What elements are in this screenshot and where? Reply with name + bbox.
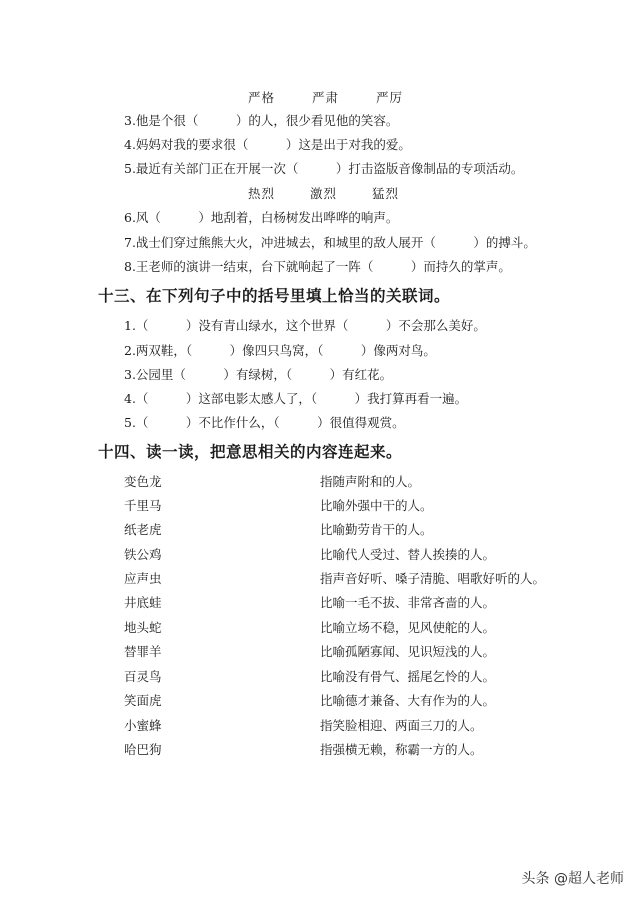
word-option: 严肃 <box>312 90 340 105</box>
match-right-item: 比喻外强中干的人。 <box>320 498 433 513</box>
match-left-item: 笑面虎 <box>124 693 162 708</box>
match-left-item: 地头蛇 <box>124 620 162 635</box>
sentence-8: 8.王老师的演讲一结束，台下就响起了一阵（ ）而持久的掌声。 <box>124 259 511 274</box>
match-left-item: 小蜜蜂 <box>124 718 162 733</box>
match-right-item: 比喻孤陋寡闻、见识短浅的人。 <box>320 644 496 659</box>
section-14-heading: 十四、读一读，把意思相关的内容连起来。 <box>98 443 403 461</box>
match-right-item: 比喻勤劳肯干的人。 <box>320 522 433 537</box>
match-left-item: 百灵鸟 <box>124 669 162 684</box>
match-right-item: 指强横无赖，称霸一方的人。 <box>320 742 483 757</box>
match-left-item: 千里马 <box>124 498 162 513</box>
match-right-item: 比喻立场不稳，见风使舵的人。 <box>320 620 496 635</box>
sentence-6: 6.风（ ）地刮着，白杨树发出哗哗的响声。 <box>124 210 399 225</box>
match-right-item: 指随声附和的人。 <box>320 474 421 489</box>
match-right-item: 比喻德才兼备、大有作为的人。 <box>320 693 496 708</box>
sentence-4: 4.妈妈对我的要求很（ ）这是出于对我的爱。 <box>124 137 411 152</box>
sentence-3: 3.他是个很（ ）的人，很少看见他的笑容。 <box>124 113 399 128</box>
match-left-item: 哈巴狗 <box>124 742 162 757</box>
match-right-item: 指笑脸相迎、两面三刀的人。 <box>320 718 483 733</box>
match-left-item: 替罪羊 <box>124 644 162 659</box>
word-bank-a <box>248 88 403 106</box>
match-left-item: 井底蛙 <box>124 595 162 610</box>
match-left-item: 应声虫 <box>124 571 162 586</box>
section-13-heading: 十三、在下列句子中的括号里填上恰当的关联词。 <box>98 287 451 305</box>
conj-sentence-3: 3.公园里（ ）有绿树，（ ）有红花。 <box>124 367 393 382</box>
conj-sentence-5: 5.（ ）不比作什么，（ ）很值得观赏。 <box>124 415 405 430</box>
word-option: 热烈 <box>248 186 276 201</box>
match-left-item: 铁公鸡 <box>124 547 162 562</box>
match-left-item: 变色龙 <box>124 474 162 489</box>
match-right-item: 比喻代人受过、替人挨揍的人。 <box>320 547 496 562</box>
match-right-item: 指声音好听、嗓子清脆、唱歌好听的人。 <box>320 571 546 586</box>
sentence-7: 7.战士们穿过熊熊大火，冲进城去，和城里的敌人展开（ ）的搏斗。 <box>124 235 536 250</box>
word-bank-b <box>248 184 399 202</box>
sentence-5: 5.最近有关部门正在开展一次（ ）打击盗版音像制品的专项活动。 <box>124 161 524 176</box>
match-left-item: 纸老虎 <box>124 522 162 537</box>
word-option: 猛烈 <box>372 186 400 201</box>
conj-sentence-4: 4.（ ）这部电影太感人了，（ ）我打算再看一遍。 <box>124 391 468 406</box>
match-right-item: 比喻一毛不拔、非常吝啬的人。 <box>320 595 496 610</box>
conj-sentence-2: 2.两双鞋，（ ）像四只鸟窝，（ ）像两对鸟。 <box>124 343 436 358</box>
watermark: 头条 @超人老师 <box>521 871 624 887</box>
match-right-item: 比喻没有骨气、摇尾乞怜的人。 <box>320 669 496 684</box>
word-option: 严格 <box>248 90 276 105</box>
conj-sentence-1: 1.（ ）没有青山绿水，这个世界（ ）不会那么美好。 <box>124 318 486 333</box>
word-option: 激烈 <box>310 186 338 201</box>
word-option: 严厉 <box>376 90 404 105</box>
